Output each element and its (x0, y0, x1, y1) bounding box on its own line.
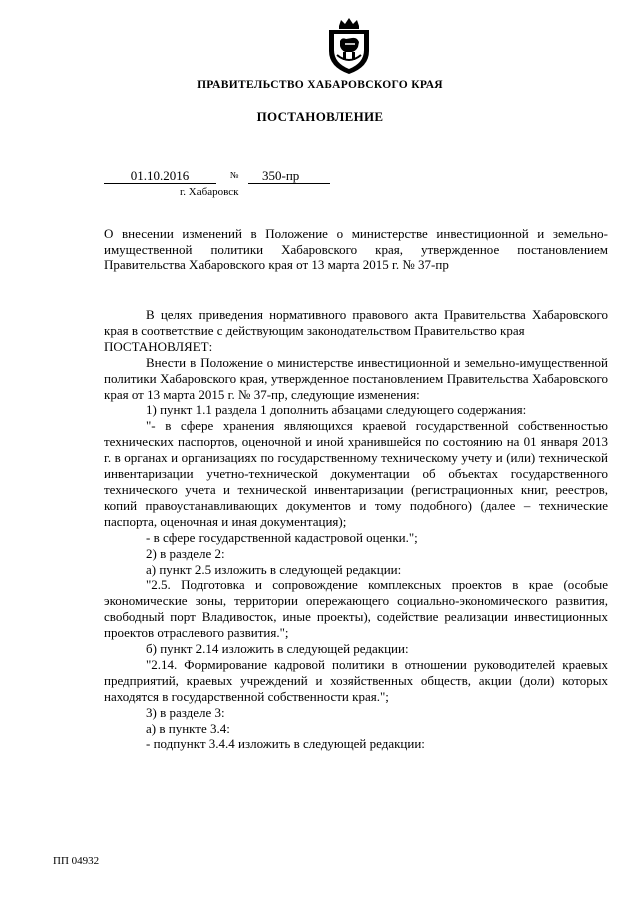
body-paragraph: - подпункт 3.4.4 изложить в следующей редакции: (146, 736, 425, 752)
number-sign: № (229, 170, 239, 180)
body-paragraph: - в сфере государственной кадастровой оценки."; (146, 529, 418, 545)
document-body (104, 307, 608, 752)
document-number: 350-пр (248, 168, 330, 184)
body-paragraph: "2.14. Формирование кадровой политики в отношении руководителей краевых предприятий, краевых учреждений и хозяйственных обществ, акции (доли) которых находятся в государственной собственности края."; (104, 656, 608, 704)
resolves-heading: ПОСТАНОВЛЯЕТ: (104, 338, 213, 354)
body-paragraph: Внести в Положение о министерстве инвестиционной и земельно-имущественной политики Хабаровского края, утвержденное постановлением Правительства Хабаровского края от 13 марта 2015 г. № 37-пр, следующие изменения: (104, 354, 608, 402)
city-label: г. Хабаровск (180, 186, 239, 198)
document-subject: О внесении изменений в Положение о министерстве инвестиционной и земельно-имущественной политики Хабаровского края, утвержденное постановлением Правительства Хабаровского края от 13 марта 2015 г. № 37-пр (104, 226, 608, 272)
body-paragraph: 3) в разделе 3: (146, 704, 225, 720)
footer-code: ПП 04932 (53, 855, 100, 867)
government-title: ПРАВИТЕЛЬСТВО ХАБАРОВСКОГО КРАЯ (197, 79, 443, 91)
body-paragraph: "- в сфере хранения являющихся краевой государственной собственностью технических паспортов, оценочной и иной хранившейся по состоянию на 01 января 2013 г. в органах и организациях по государственному техническому учету и (или) технической инвентаризации учетно-технической документации об объектах государственного технического учета и технической инвентаризации (регистрационных книг, реестров, копий правоустанавливающих документов и тому подобного) (далее – технические паспорта, оценочная и иная документация); (104, 418, 608, 529)
khabarovsk-coat-of-arms-icon (325, 17, 373, 75)
body-paragraph: а) в пункте 3.4: (146, 720, 230, 736)
body-paragraph: 2) в разделе 2: (146, 545, 225, 561)
body-paragraph: В целях приведения нормативного правового акта Правительства Хабаровского края в соответствие с действующим законодательством Правительство края (104, 307, 608, 338)
document-type-title: ПОСТАНОВЛЕНИЕ (256, 109, 384, 124)
body-paragraph: 1) пункт 1.1 раздела 1 дополнить абзацами следующего содержания: (146, 402, 527, 418)
body-paragraph: "2.5. Подготовка и сопровождение комплексных проектов в крае (особые экономические зоны, территории опережающего социально-экономического развития, свободный порт Владивосток, иные проекты), содействие реализации инвестиционных проектов отраслевого развития."; (104, 577, 608, 641)
document-date: 01.10.2016 (104, 168, 216, 184)
body-paragraph: б) пункт 2.14 изложить в следующей редакции: (146, 641, 409, 657)
body-paragraph: а) пункт 2.5 изложить в следующей редакции: (146, 561, 402, 577)
